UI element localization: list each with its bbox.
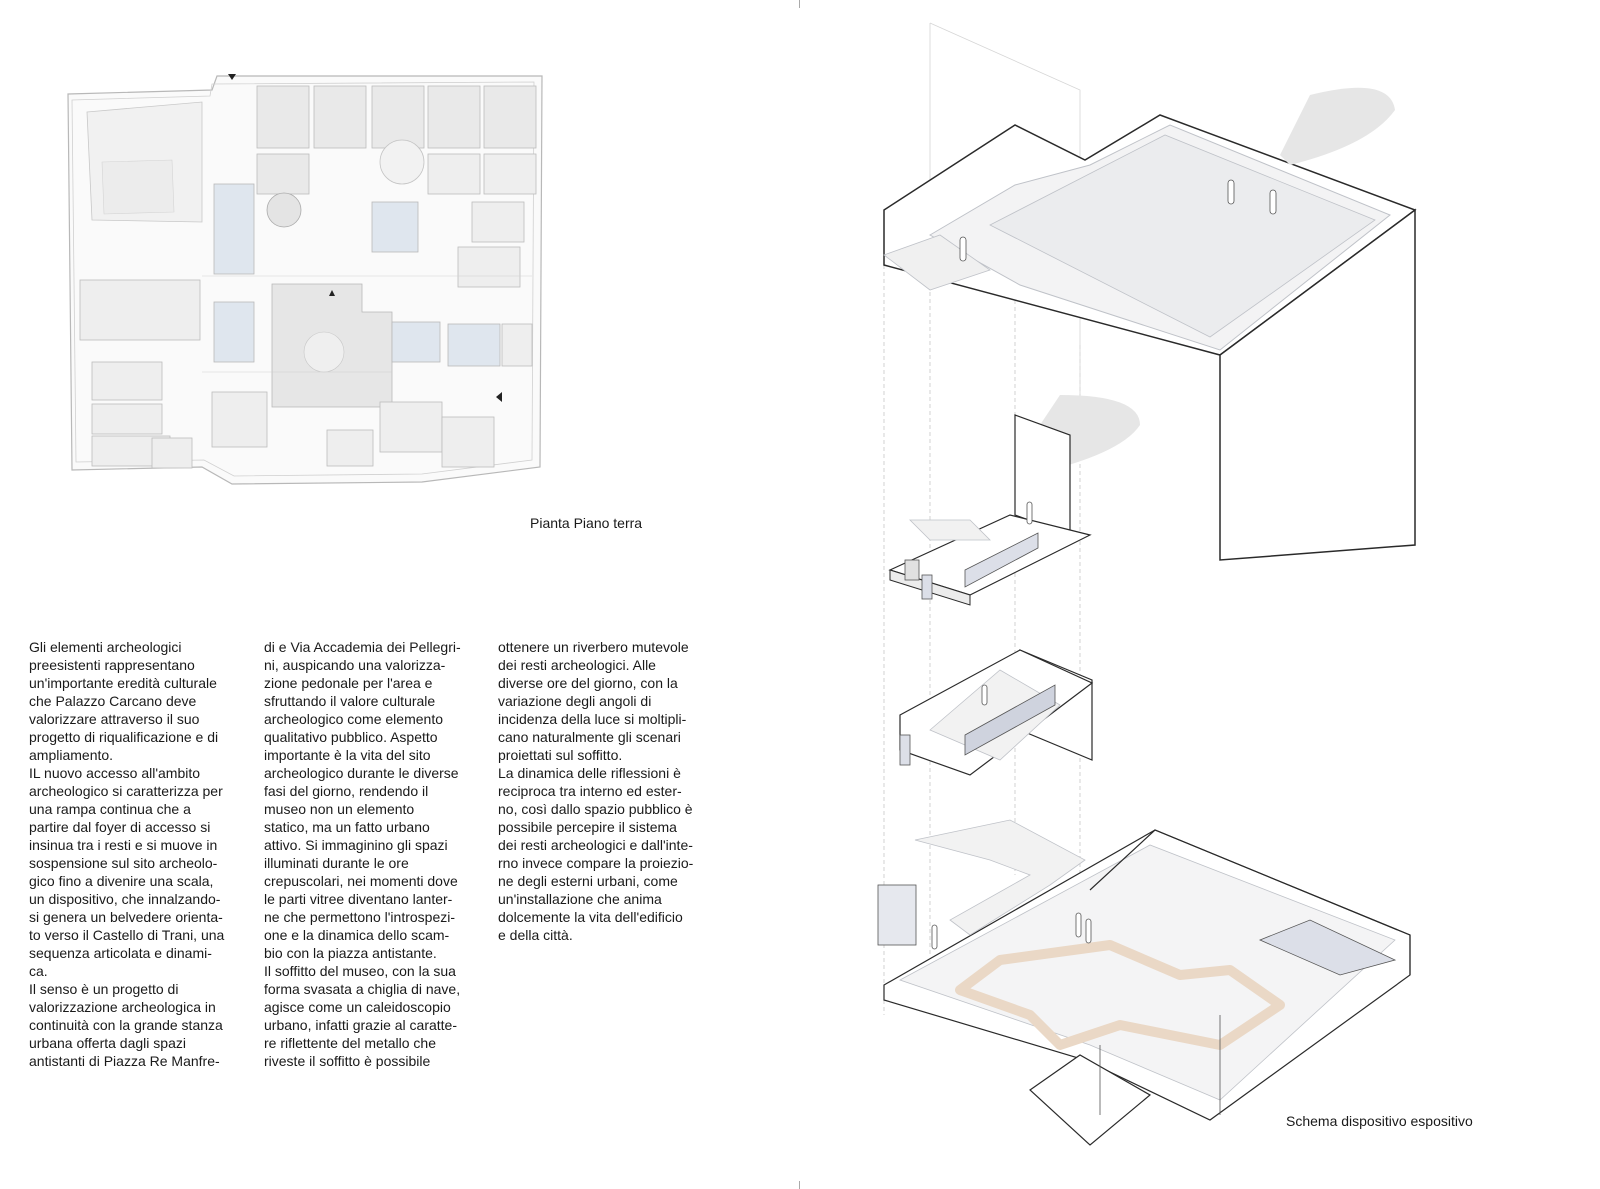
body-text-column-2: di e Via Accademia dei Pellegri- ni, auspicando una valorizza- zione pedonale per l'area e sfruttando il valore culturale archeologico come elemento qualitativo pubblico. Aspetto importante è la vita del sito archeologico durante le diverse fasi del giorno, rendendo il museo non un elemento statico, ma un fatto urbano attivo. Si immaginino gli spazi illuminati durante le ore crepuscolari, nei momenti dove le parti vitree diventano lanter- ne che permettono l'introspezi- one e la dinamica dello scam- bio con la piazza antistante. Il soffitto del museo, con la sua forma svasata a chiglia di nave, agisce come un caleidoscopio urbano, infatti grazie al caratte- re riflettente del metallo che riveste il soffitto è possibile (264, 639, 461, 1069)
room-top-5 (484, 86, 536, 148)
exhibition-device-axonometric (870, 15, 1570, 1175)
ground-floor-plan-drawing (62, 72, 562, 522)
level-archaeological-site (878, 820, 1410, 1145)
body-text-column-3: ottenere un riverbero mutevole dei resti archeologici. Alle diverse ore del giorno, con la variazione degli angoli di incidenza della luce si moltipli- cano naturalmente gli scenari proiettati sul soffitto. La dinamica delle riflessioni è reciproca tra interno ed ester- no, così dallo spazio pubblico è possibile percepire il sistema dei resti archeologici e dall'inte- rno invece compare la proiezio- ne degli esterni urbani, come un'installazione che anima dolcemente la vita dell'edificio e della città. (498, 639, 694, 943)
room-bottom-3 (380, 402, 442, 452)
room-top-1 (257, 86, 309, 148)
level-ramp (900, 650, 1092, 775)
room-top-3 (372, 86, 424, 148)
room-mid-right (472, 202, 524, 242)
room-left-4 (152, 438, 192, 468)
spiral-stair (267, 193, 301, 227)
room-left-2 (92, 404, 162, 434)
circular-hall (380, 140, 424, 184)
room-blue-2 (392, 322, 440, 362)
right-page (800, 0, 1600, 1189)
axonometric-svg (870, 15, 1570, 1175)
room-blue-1 (372, 202, 418, 252)
room-row2-1 (257, 154, 309, 194)
room-row2-4 (428, 154, 480, 194)
body-text-column-1: Gli elementi archeologici preesistenti rappresentano un'importante eredità culturale che Palazzo Carcano deve valorizzare attraverso il suo progetto di riqualificazione e di ampliamento. IL nuovo accesso all'ambito archeologico si caratterizza per una rampa continua che a partire dal foyer di accesso si insinua tra i resti e si muove in sospensione sul sito archeolo- gico fino a divenire una scala, un dispositivo, che innalzando- si genera un belvedere orienta- to verso il Castello di Trani, una sequenza articolata e dinami- ca. Il senso è un progetto di valorizzazione archeologica in continuità con la grande stanza urbana offerta dagli spazi antistanti di Piazza Re Manfre- (29, 639, 225, 1069)
room-row2-5 (484, 154, 536, 194)
room-bottom-1 (212, 392, 267, 447)
axonometric-caption: Schema dispositivo espositivo (1286, 1113, 1473, 1129)
services-block-2 (214, 302, 254, 362)
room-top-2 (314, 86, 366, 148)
archaeological-area-inner (102, 160, 174, 214)
floor-plan-svg (62, 72, 562, 522)
courtyard-paving-circle (304, 332, 344, 372)
room-top-4 (428, 86, 480, 148)
plan-caption: Pianta Piano terra (530, 515, 643, 531)
room-mid-right-2 (458, 247, 520, 287)
room-bottom-2 (327, 430, 373, 466)
services-block-1 (214, 184, 254, 274)
room-blue-3 (448, 324, 500, 366)
room-left-1 (92, 362, 162, 400)
room-bottom-4 (442, 417, 494, 467)
room-right-edge (502, 324, 532, 366)
level-belvedere (884, 88, 1415, 560)
cafeteria-room (80, 280, 200, 340)
